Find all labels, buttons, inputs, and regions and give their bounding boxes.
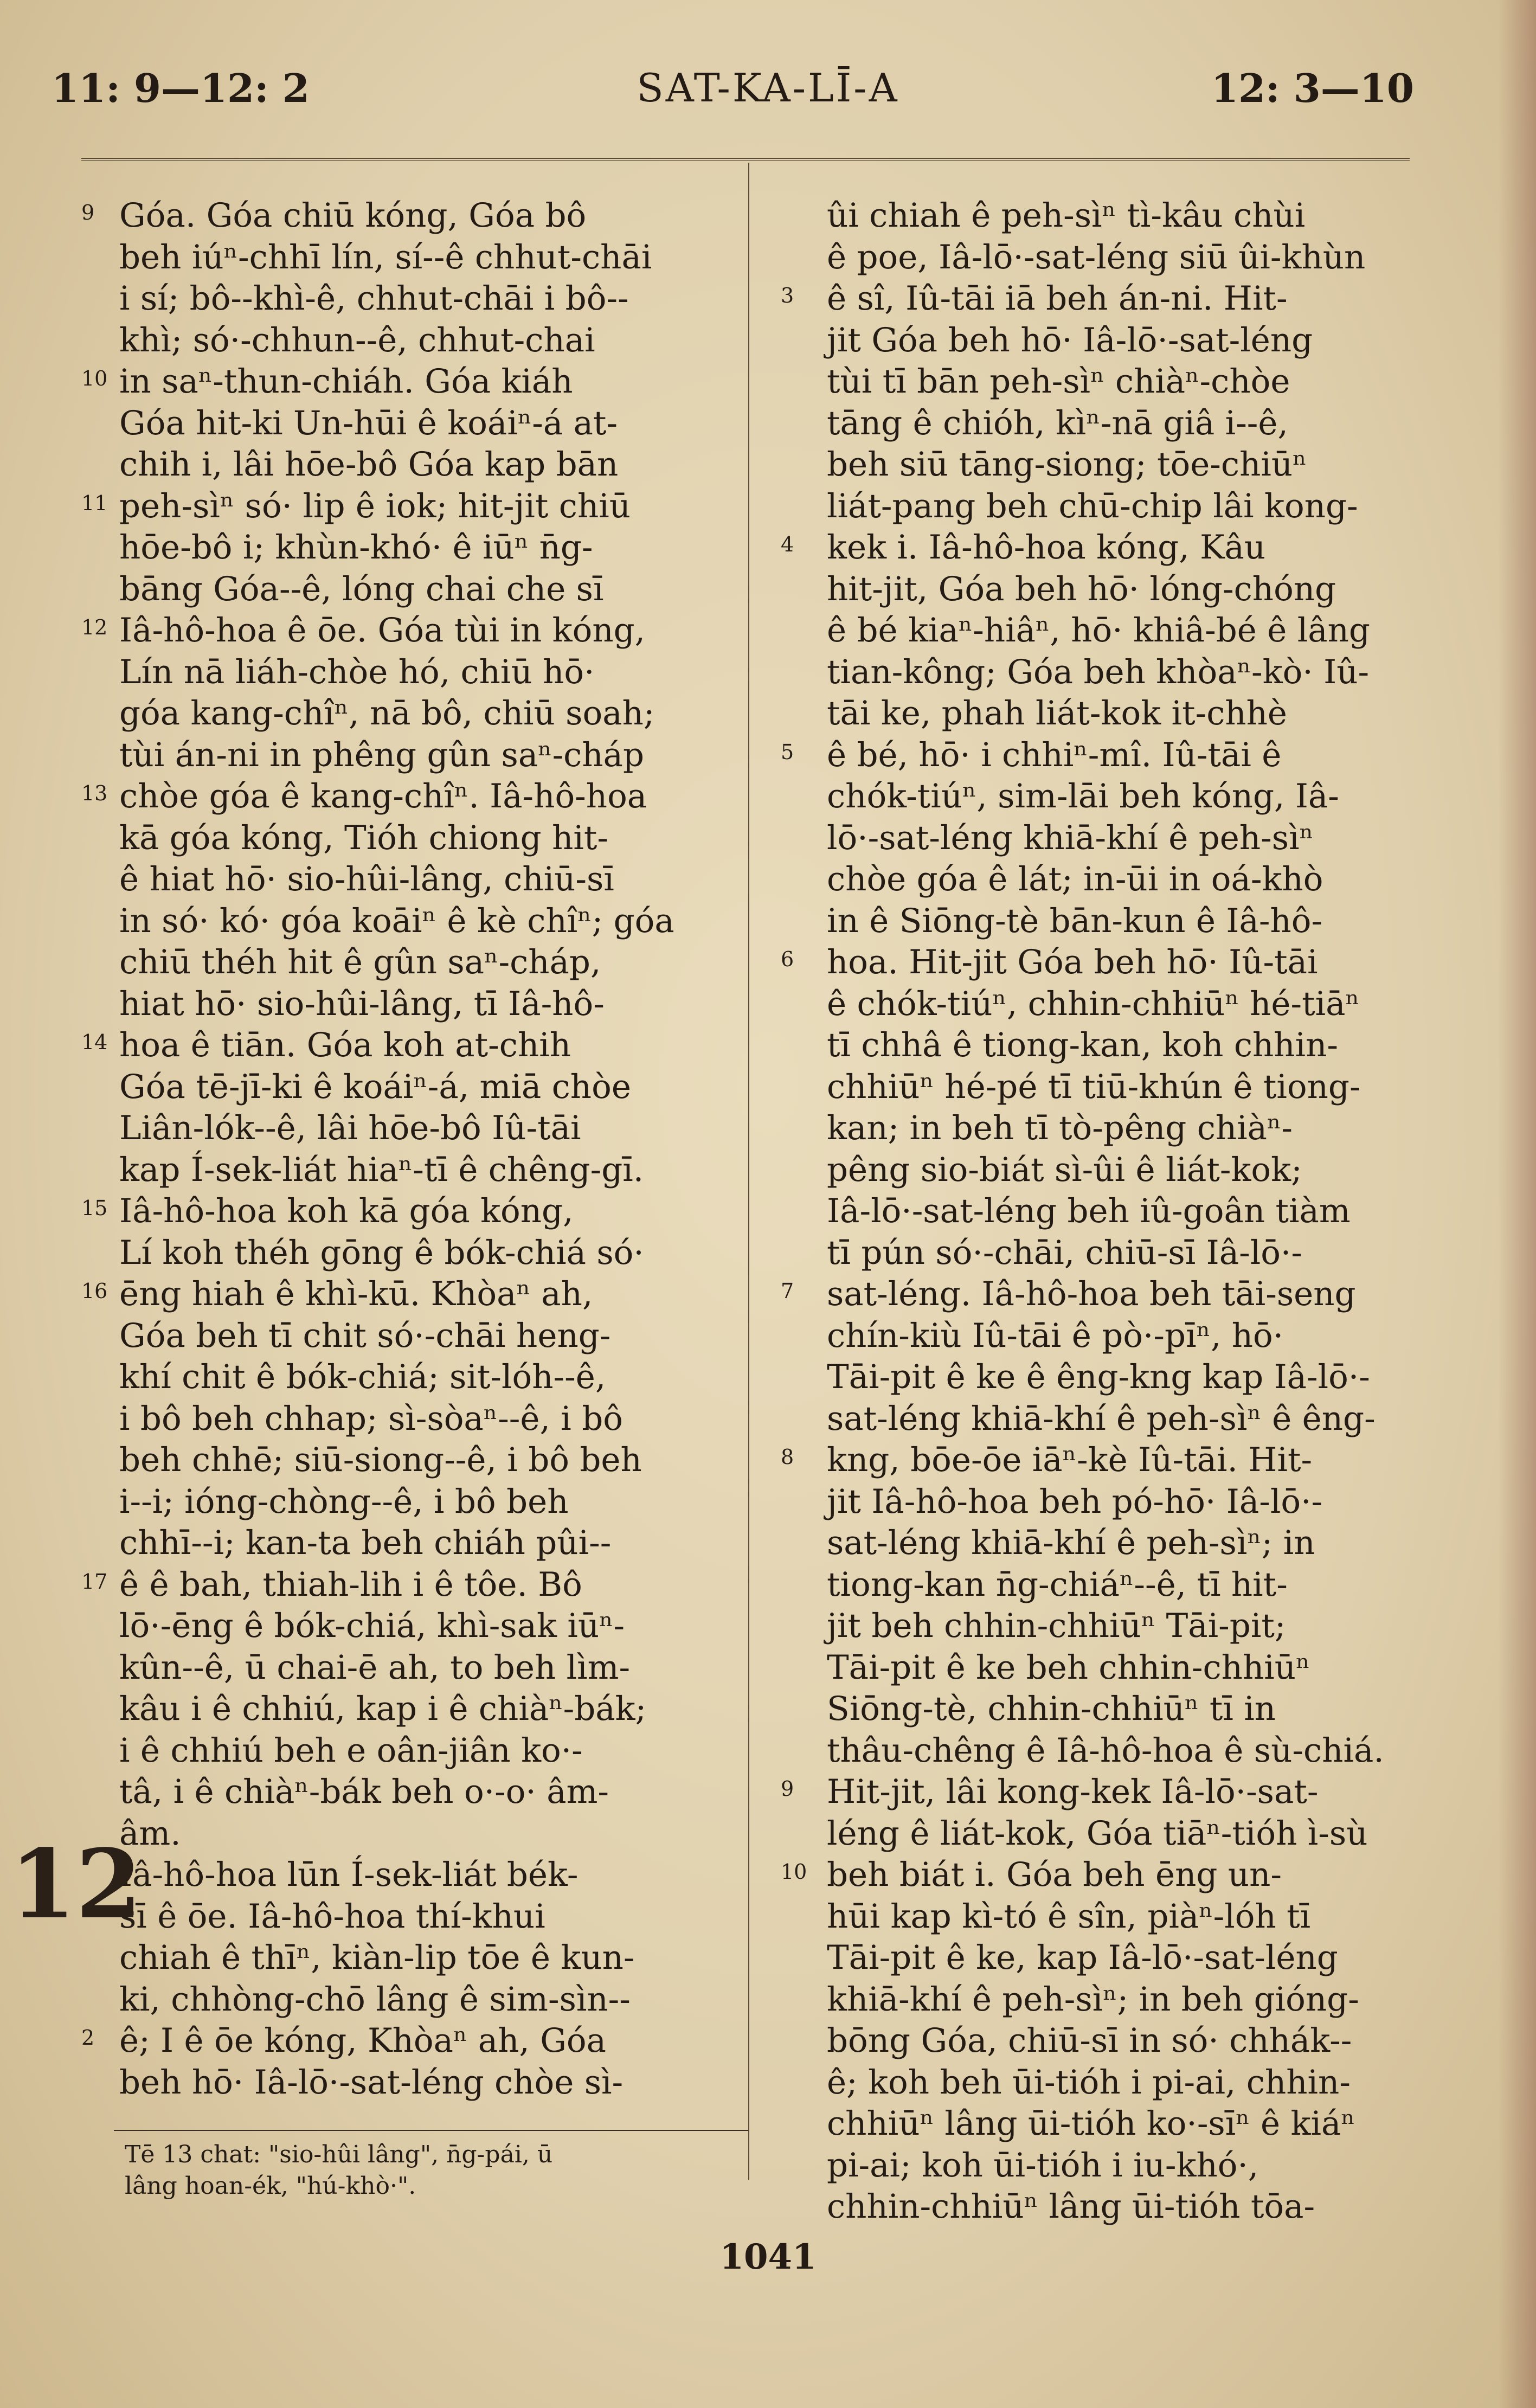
verse-text: kûn--ê, ū chai-ē ah, to beh lìm- — [119, 1648, 631, 1687]
verse-number: 2 — [81, 2026, 95, 2050]
verse-text: tian-kông; Góa beh khòaⁿ-kò· Iû- — [827, 652, 1370, 691]
text-line — [81, 1274, 737, 1315]
header-rule — [81, 158, 1410, 160]
verse-text: Tāi-pit ê ke ê êng-kng kap Iâ-lō·- — [827, 1358, 1370, 1396]
verse-text: Góa tē-jī-ki ê koáiⁿ-á, miā chòe — [119, 1067, 631, 1106]
text-line — [81, 1232, 737, 1274]
text-line — [81, 1067, 737, 1108]
verse-text: Lín nā liáh-chòe hó, chiū hō· — [119, 652, 595, 691]
text-line — [781, 693, 1448, 735]
text-line — [81, 1896, 737, 1938]
text-line — [81, 403, 737, 445]
verse-text: hoa ê tiān. Góa koh at-chih — [119, 1026, 571, 1064]
verse-text: tâ, i ê chiàⁿ-bák beh o·-o· âm- — [119, 1773, 609, 1811]
verse-text: Tāi-pit ê ke beh chhin-chhiūⁿ — [827, 1648, 1310, 1687]
text-line — [781, 1274, 1448, 1315]
text-line — [781, 901, 1448, 942]
verse-text: chhiūⁿ hé-pé tī tiū-khún ê tiong- — [827, 1067, 1361, 1106]
verse-text: in saⁿ-thun-chiáh. Góa kiáh — [119, 362, 573, 401]
text-line — [781, 1523, 1448, 1564]
text-line — [81, 444, 737, 486]
verse-number: 10 — [781, 1860, 807, 1884]
text-line — [781, 942, 1448, 984]
text-line — [81, 1440, 737, 1481]
text-line — [781, 2062, 1448, 2104]
verse-text: i ê chhiú beh e oân-jiân ko·- — [119, 1731, 583, 1770]
verse-number: 3 — [781, 284, 794, 307]
text-line — [781, 1606, 1448, 1647]
text-line — [781, 1191, 1448, 1232]
text-line — [781, 1398, 1448, 1440]
header-verse-range-left: 11: 9—12: 2 — [52, 65, 310, 111]
verse-text: chiū théh hit ê gûn saⁿ-cháp, — [119, 943, 601, 981]
text-line — [781, 1647, 1448, 1689]
text-line — [781, 818, 1448, 859]
verse-text: kek i. Iâ-hô-hoa kóng, Kâu — [827, 528, 1266, 567]
text-line — [781, 1896, 1448, 1938]
text-line — [781, 2186, 1448, 2228]
footnote — [125, 2139, 748, 2202]
text-line — [81, 1813, 737, 1855]
verse-text: lō·-sat-léng khiā-khí ê peh-sìⁿ — [827, 818, 1314, 857]
page-number: 1041 — [719, 2237, 817, 2277]
verse-text: sat-léng. Iâ-hô-hoa beh tāi-seng — [827, 1275, 1356, 1313]
verse-text: pêng sio-biát sì-ûi ê liát-kok; — [827, 1150, 1302, 1189]
verse-text: Liân-lók--ê, lâi hōe-bô Iû-tāi — [119, 1109, 581, 1147]
verse-number: 14 — [81, 1030, 108, 1054]
verse-text: beh biát i. Góa beh ēng un- — [827, 1855, 1282, 1894]
verse-text: lō·-ēng ê bók-chiá, khì-sak iūⁿ- — [119, 1607, 625, 1645]
text-line — [781, 278, 1448, 320]
verse-number: 12 — [81, 615, 108, 639]
verse-text: khí chit ê bók-chiá; sit-lóh--ê, — [119, 1358, 606, 1396]
verse-text: ê chók-tiúⁿ, chhin-chhiūⁿ hé-tiāⁿ — [827, 984, 1360, 1023]
text-line — [81, 1357, 737, 1398]
verse-text: chhiūⁿ lâng ūi-tióh ko·-sīⁿ ê kiáⁿ — [827, 2104, 1355, 2143]
verse-text: Iâ-hô-hoa ê ōe. Góa tùi in kóng, — [119, 611, 646, 650]
text-line — [781, 403, 1448, 445]
verse-text: Siōng-tè, chhin-chhiūⁿ tī in — [827, 1690, 1276, 1728]
verse-text: liát-pang beh chū-chip lâi kong- — [827, 486, 1358, 525]
text-line — [81, 1481, 737, 1523]
text-line — [781, 1771, 1448, 1813]
verse-text: beh chhē; siū-siong--ê, i bô beh — [119, 1441, 642, 1479]
text-line — [81, 1606, 737, 1647]
verse-text: ê; I ê ōe kóng, Khòaⁿ ah, Góa — [119, 2021, 607, 2060]
verse-text: kā góa kóng, Tióh chiong hit- — [119, 818, 608, 857]
verse-text: kan; in beh tī tò-pêng chiàⁿ- — [827, 1109, 1293, 1147]
verse-text: i--i; ióng-chòng--ê, i bô beh — [119, 1482, 569, 1521]
verse-text: bāng Góa--ê, lóng chai che sī — [119, 569, 604, 608]
verse-text: i bô beh chhap; sì-sòaⁿ--ê, i bô — [119, 1399, 623, 1438]
text-line — [81, 859, 737, 901]
verse-number: 7 — [781, 1279, 794, 1303]
verse-text: beh hō· Iâ-lō·-sat-léng chòe sì- — [119, 2063, 624, 2102]
verse-text: Góa. Góa chiū kóng, Góa bô — [119, 196, 587, 235]
text-line — [781, 1357, 1448, 1398]
text-line — [81, 1937, 737, 1979]
verse-text: beh iúⁿ-chhī lín, sí--ê chhut-chāi — [119, 237, 652, 277]
text-line — [781, 652, 1448, 693]
verse-text: Góa hit-ki Un-hūi ê koáiⁿ-á at- — [119, 403, 618, 442]
text-line — [781, 1813, 1448, 1855]
text-line — [81, 1564, 737, 1606]
text-line — [81, 1108, 737, 1150]
text-line — [781, 320, 1448, 362]
text-line — [81, 1025, 737, 1067]
text-line — [781, 859, 1448, 901]
text-line — [781, 1481, 1448, 1523]
verse-text: kâu i ê chhiú, kap i ê chiàⁿ-bák; — [119, 1690, 647, 1728]
verse-text: khiā-khí ê peh-sìⁿ; in beh gióng- — [827, 1980, 1359, 2019]
verse-text: hōe-bô i; khùn-khó· ê iūⁿ n̄g- — [119, 528, 593, 567]
text-line — [81, 320, 737, 362]
text-line — [781, 1150, 1448, 1191]
verse-text: in ê Siōng-tè bān-kun ê Iâ-hô- — [827, 901, 1323, 940]
verse-number: 10 — [81, 367, 108, 390]
text-line — [781, 2020, 1448, 2062]
text-line — [781, 610, 1448, 652]
text-line — [781, 1937, 1448, 1979]
header-verse-range-right: 12: 3—10 — [1211, 65, 1414, 111]
text-line — [781, 1564, 1448, 1606]
verse-text: ê ê bah, thiah-lih i ê tôe. Bô — [119, 1565, 582, 1604]
text-line — [81, 1688, 737, 1730]
verse-text: ê bé, hō· i chhiⁿ-mî. Iû-tāi ê — [827, 735, 1282, 774]
text-line — [81, 984, 737, 1025]
verse-text: kap Í-sek-liát hiaⁿ-tī ê chêng-gī. — [119, 1150, 644, 1189]
verse-text: in só· kó· góa koāiⁿ ê kè chîⁿ; góa — [119, 901, 674, 940]
verse-text: chók-tiúⁿ, sim-lāi beh kóng, Iâ- — [827, 777, 1339, 815]
text-line — [81, 1191, 737, 1232]
running-header — [0, 65, 1536, 125]
verse-text: ê; koh beh ūi-tióh i pi-ai, chhin- — [827, 2063, 1351, 2102]
text-line — [781, 1440, 1448, 1481]
text-line — [781, 444, 1448, 486]
text-line — [781, 527, 1448, 569]
verse-text: chhī--i; kan-ta beh chiáh pûi-- — [119, 1524, 612, 1562]
chapter-number: 12 — [10, 1829, 142, 1940]
verse-text: âm. — [119, 1814, 181, 1853]
text-line — [781, 195, 1448, 237]
verse-text: jit Góa beh hō· Iâ-lō·-sat-léng — [827, 320, 1313, 359]
verse-text: ê hiat hō· sio-hûi-lâng, chiū-sī — [119, 860, 614, 898]
verse-text: tāng ê chióh, kìⁿ-nā giâ i--ê, — [827, 403, 1288, 442]
verse-text: Góa beh tī chit só·-chāi heng- — [119, 1316, 611, 1355]
verse-text: kng, bōe-ōe iāⁿ-kè Iû-tāi. Hit- — [827, 1441, 1313, 1479]
text-line — [81, 569, 737, 611]
text-line — [81, 237, 737, 279]
verse-text: hiat hō· sio-hûi-lâng, tī Iâ-hô- — [119, 984, 605, 1023]
text-line — [81, 195, 737, 237]
verse-text: sat-léng khiā-khí ê peh-sìⁿ ê êng- — [827, 1399, 1376, 1438]
verse-text: chih i, lâi hōe-bô Góa kap bān — [119, 445, 619, 484]
verse-text: hit-jit, Góa beh hō· lóng-chóng — [827, 569, 1336, 608]
text-line — [81, 776, 737, 818]
text-line — [81, 1771, 737, 1813]
verse-text: tāi ke, phah liát-kok it-chhè — [827, 694, 1288, 733]
verse-text: chín-kiù Iû-tāi ê pò·-pīⁿ, hō· — [827, 1316, 1284, 1355]
verse-text: pi-ai; koh ūi-tióh i iu-khó·, — [827, 2146, 1259, 2185]
text-line — [781, 2103, 1448, 2145]
verse-text: Lí koh théh gōng ê bók-chiá só· — [119, 1233, 644, 1272]
verse-text: ê sî, Iû-tāi iā beh án-ni. Hit- — [827, 279, 1288, 318]
verse-text: chhin-chhiūⁿ lâng ūi-tióh tōa- — [827, 2187, 1315, 2226]
text-line — [81, 1150, 737, 1191]
text-line — [781, 361, 1448, 403]
verse-number: 13 — [81, 781, 108, 805]
verse-number: 8 — [781, 1445, 794, 1469]
verse-text: beh siū tāng-siong; tōe-chiūⁿ — [827, 445, 1307, 484]
verse-text: Tāi-pit ê ke, kap Iâ-lō·-sat-léng — [827, 1938, 1338, 1977]
text-line — [81, 1730, 737, 1772]
verse-text: jit beh chhin-chhiūⁿ Tāi-pit; — [827, 1607, 1286, 1645]
text-line — [781, 735, 1448, 776]
text-line — [81, 2020, 737, 2062]
text-line — [781, 1232, 1448, 1274]
text-line — [81, 1398, 737, 1440]
verse-text: ēng hiah ê khì-kū. Khòaⁿ ah, — [119, 1275, 593, 1313]
verse-number: 5 — [781, 740, 794, 764]
text-line — [781, 1979, 1448, 2021]
verse-text: bōng Góa, chiū-sī in só· chhák-- — [827, 2021, 1352, 2060]
verse-text: tiong-kan n̄g-chiáⁿ--ê, tī hit- — [827, 1565, 1288, 1604]
verse-text: tùi tī bān peh-sìⁿ chiàⁿ-chòe — [827, 362, 1290, 401]
verse-text: hoa. Hit-jit Góa beh hō· Iû-tāi — [827, 943, 1318, 981]
verse-text: hūi kap kì-tó ê sîn, piàⁿ-lóh tī — [827, 1897, 1311, 1936]
text-line — [81, 1315, 737, 1357]
text-line — [781, 984, 1448, 1025]
verse-text: thâu-chêng ê Iâ-hô-hoa ê sù-chiá. — [827, 1731, 1384, 1770]
text-line — [81, 735, 737, 776]
verse-text: ki, chhòng-chō lâng ê sim-sìn-- — [119, 1980, 631, 2019]
text-line — [81, 693, 737, 735]
verse-number: 6 — [781, 947, 794, 971]
text-line — [781, 569, 1448, 611]
verse-text: jit Iâ-hô-hoa beh pó-hō· Iâ-lō·- — [827, 1482, 1323, 1521]
footnote-rule — [114, 2130, 748, 2131]
verse-text: ê bé kiaⁿ-hiâⁿ, hō· khiâ-bé ê lâng — [827, 611, 1370, 650]
text-line — [81, 818, 737, 859]
text-line — [81, 652, 737, 693]
text-line — [781, 776, 1448, 818]
verse-text: tī pún só·-chāi, chiū-sī Iâ-lō·- — [827, 1233, 1302, 1272]
text-line — [81, 486, 737, 528]
verse-text: léng ê liát-kok, Góa tiāⁿ-tióh ì-sù — [827, 1814, 1368, 1853]
verse-number: 4 — [781, 532, 794, 556]
text-line — [781, 1067, 1448, 1108]
text-line — [781, 1688, 1448, 1730]
right-column — [781, 195, 1448, 2228]
text-line — [781, 1854, 1448, 1896]
footnote-line: lâng hoan-ék, "hú-khò·". — [125, 2172, 416, 2200]
verse-text: ûi chiah ê peh-sìⁿ tì-kâu chùi — [827, 196, 1306, 235]
verse-number: 9 — [781, 1777, 794, 1801]
verse-text: khì; só·-chhun--ê, chhut-chai — [119, 320, 595, 359]
text-line — [81, 901, 737, 942]
left-column — [81, 195, 737, 2103]
text-line — [781, 1025, 1448, 1067]
verse-number: 16 — [81, 1279, 108, 1303]
text-line — [81, 278, 737, 320]
verse-number: 9 — [81, 201, 95, 224]
text-line — [81, 1854, 737, 1896]
verse-text: Hit-jit, lâi kong-kek Iâ-lō·-sat- — [827, 1773, 1319, 1811]
verse-number: 15 — [81, 1196, 108, 1220]
text-line — [781, 1108, 1448, 1150]
verse-text: sat-léng khiā-khí ê peh-sìⁿ; in — [827, 1524, 1315, 1562]
footnote-line: Tē 13 chat: "sio-hûi lâng", n̄g-pái, ū — [125, 2141, 553, 2168]
text-line — [81, 942, 737, 984]
verse-text: góa kang-chîⁿ, nā bô, chiū soah; — [119, 694, 655, 733]
verse-text: chòe góa ê lát; in-ūi in oá-khò — [827, 860, 1323, 898]
text-line — [781, 1315, 1448, 1357]
verse-text: i sí; bô--khì-ê, chhut-chāi i bô-- — [119, 279, 629, 318]
verse-text: sī ê ōe. Iâ-hô-hoa thí-khui — [119, 1897, 545, 1936]
header-book-title: SAT-KA-LĪ-A — [637, 65, 899, 111]
text-line — [81, 2062, 737, 2104]
verse-text: chòe góa ê kang-chîⁿ. Iâ-hô-hoa — [119, 777, 647, 815]
text-line — [781, 486, 1448, 528]
verse-text: peh-sìⁿ só· lip ê iok; hit-jit chiū — [119, 486, 631, 525]
text-line — [81, 1523, 737, 1564]
verse-text: Iâ-hô-hoa lūn Í-sek-liát bék- — [119, 1855, 579, 1894]
column-divider — [748, 163, 749, 2180]
verse-text: tùi án-ni in phêng gûn saⁿ-cháp — [119, 735, 645, 774]
text-line — [781, 2145, 1448, 2187]
text-line — [81, 1979, 737, 2021]
verse-text: tī chhâ ê tiong-kan, koh chhin- — [827, 1026, 1338, 1064]
text-line — [781, 1730, 1448, 1772]
text-line — [81, 1647, 737, 1689]
page-edge-shadow — [1498, 0, 1536, 2408]
verse-text: chiah ê thīⁿ, kiàn-lip tōe ê kun- — [119, 1938, 635, 1977]
text-line — [781, 237, 1448, 279]
verse-number: 11 — [81, 491, 108, 515]
verse-number: 17 — [81, 1569, 108, 1594]
verse-text: Iâ-lō·-sat-léng beh iû-goân tiàm — [827, 1192, 1351, 1230]
text-line — [81, 610, 737, 652]
verse-text: ê poe, Iâ-lō·-sat-léng siū ûi-khùn — [827, 237, 1366, 277]
text-line — [81, 361, 737, 403]
text-line — [81, 527, 737, 569]
verse-text: Iâ-hô-hoa koh kā góa kóng, — [119, 1192, 574, 1230]
